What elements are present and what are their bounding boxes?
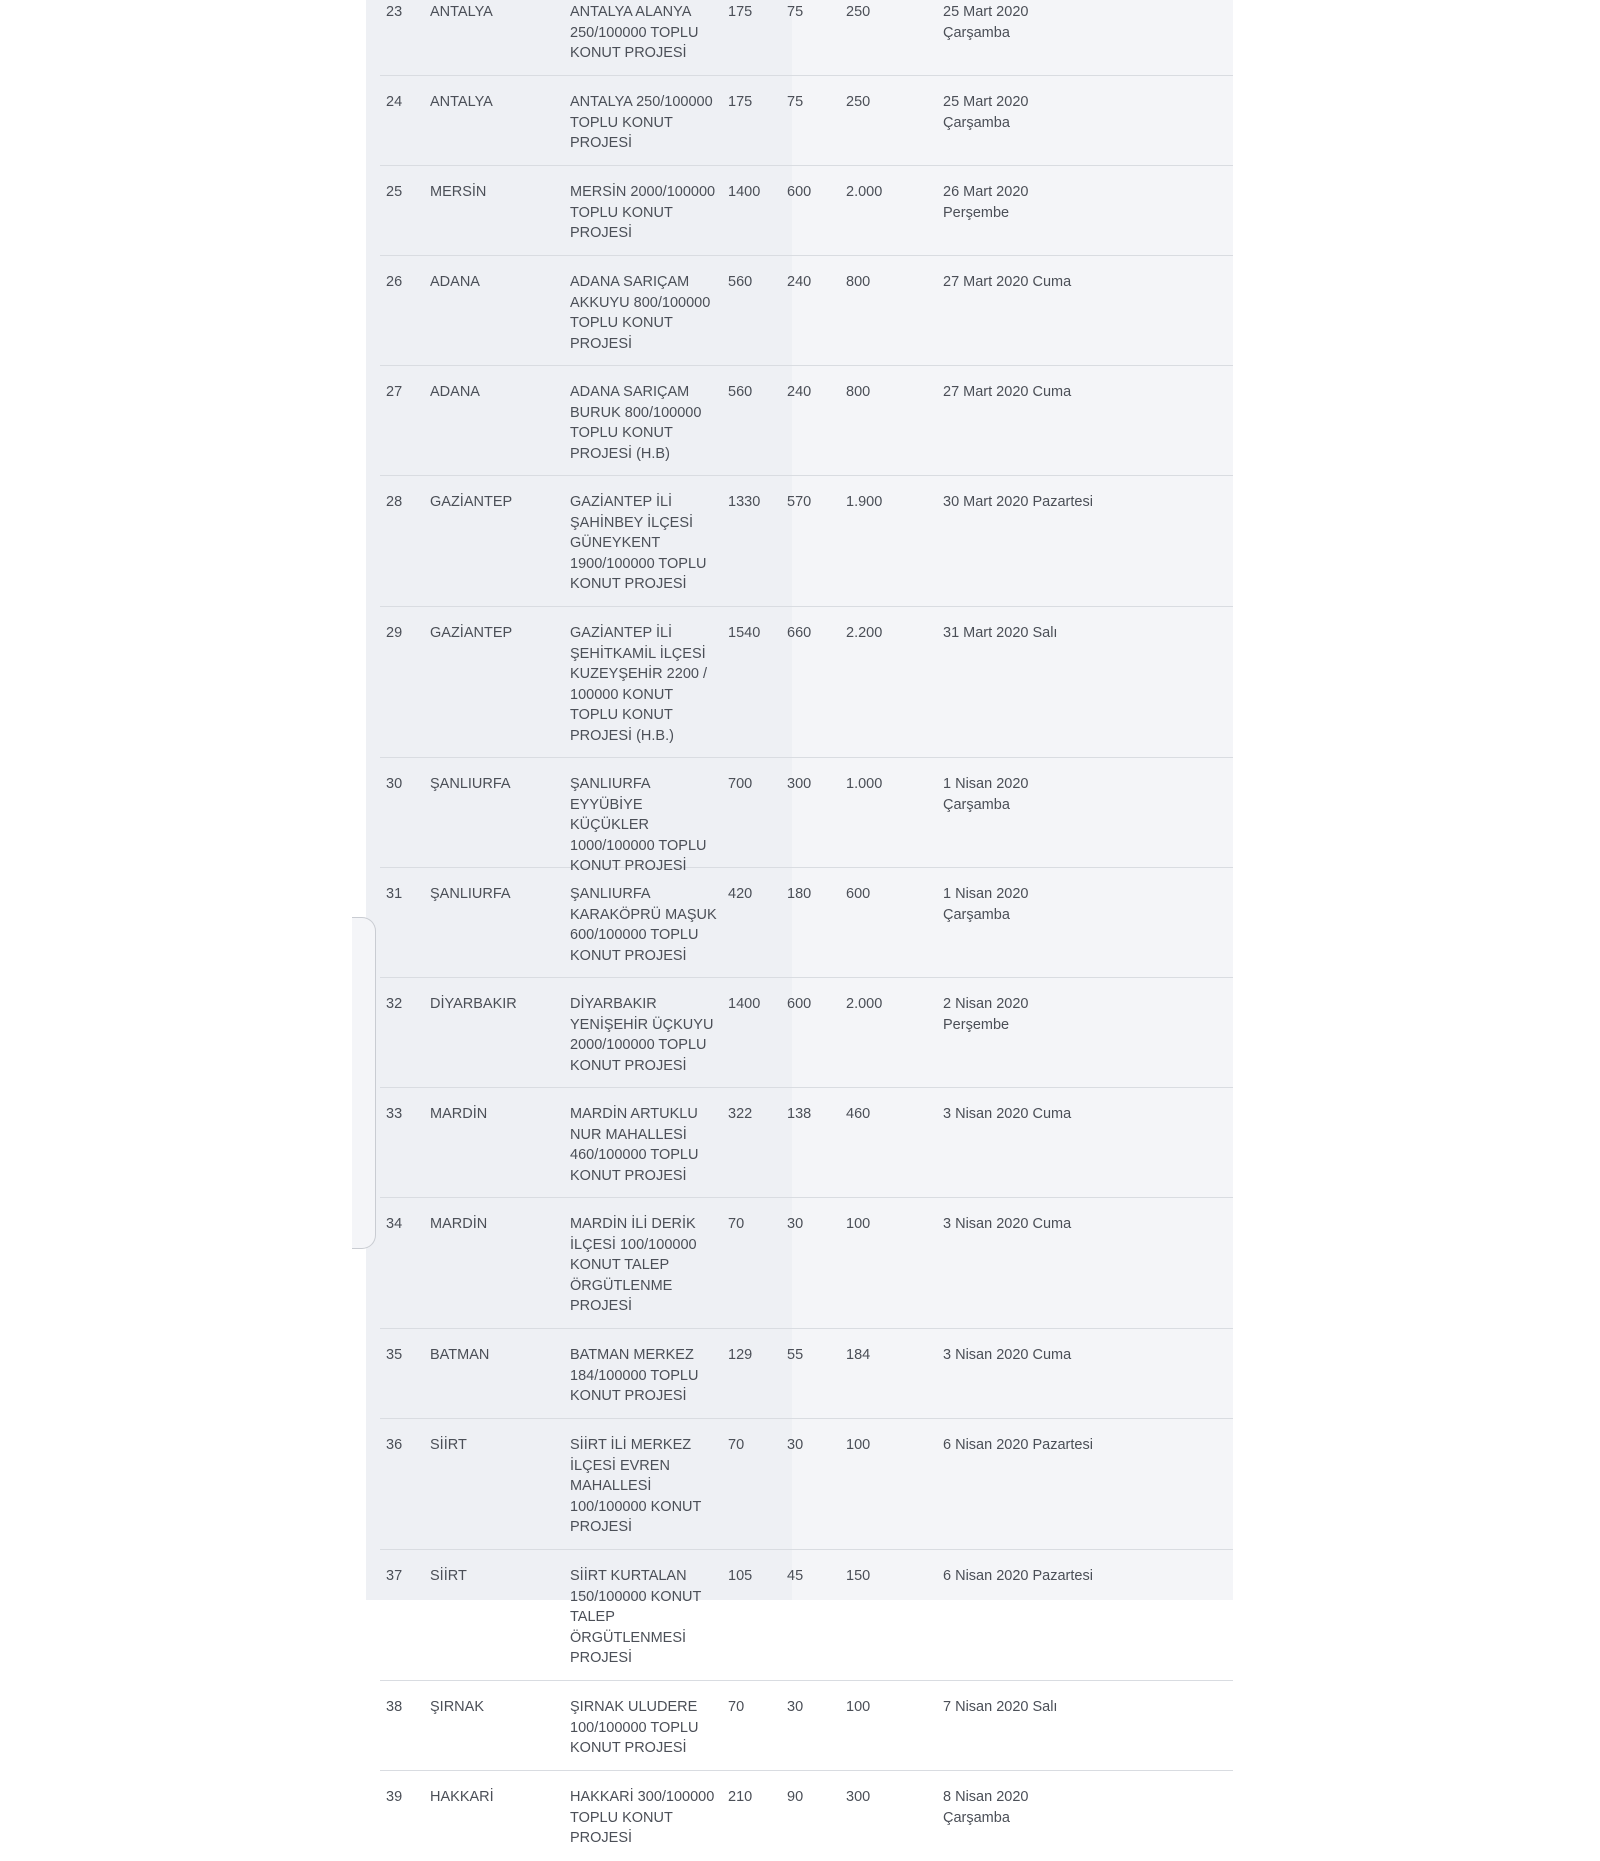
date-cell: 25 Mart 2020 Çarşamba	[943, 94, 1029, 131]
row-number: 30	[386, 776, 403, 792]
city-cell: ADANA	[430, 274, 480, 290]
table-row	[380, 868, 1233, 978]
total-cell: 100	[846, 1437, 871, 1453]
total-cell: 250	[846, 4, 871, 20]
value-b-cell: 55	[787, 1347, 804, 1363]
date-cell: 30 Mart 2020 Pazartesi	[943, 494, 1093, 510]
value-b-cell: 240	[787, 384, 812, 400]
city-cell: GAZİANTEP	[430, 625, 513, 641]
project-cell: SİİRT İLİ MERKEZ İLÇESİ EVREN MAHALLESİ 100/100000 KONUT PROJESİ	[570, 1437, 702, 1535]
city-cell: ANTALYA	[430, 94, 493, 110]
table-row	[380, 978, 1233, 1088]
date-cell: 3 Nisan 2020 Cuma	[943, 1106, 1072, 1122]
date-cell: 27 Mart 2020 Cuma	[943, 274, 1072, 290]
date-cell: 27 Mart 2020 Cuma	[943, 384, 1072, 400]
total-cell: 100	[846, 1216, 871, 1232]
row-number: 36	[386, 1437, 403, 1453]
project-cell: ADANA SARIÇAM BURUK 800/100000 TOPLU KONUT PROJESİ (H.B)	[570, 384, 702, 462]
value-b-cell: 240	[787, 274, 812, 290]
project-cell: ŞIRNAK ULUDERE 100/100000 TOPLU KONUT PROJESİ	[570, 1699, 699, 1756]
total-cell: 800	[846, 384, 871, 400]
row-number: 27	[386, 384, 403, 400]
city-cell: MARDİN	[430, 1216, 488, 1232]
row-number: 38	[386, 1699, 403, 1715]
city-cell: SİİRT	[430, 1437, 467, 1453]
total-cell: 300	[846, 1789, 871, 1805]
table-panel	[366, 0, 1233, 1846]
row-number: 33	[386, 1106, 403, 1122]
city-cell: ŞANLIURFA	[430, 886, 511, 902]
project-cell: ŞANLIURFA EYYÜBİYE KÜÇÜKLER 1000/100000 TOPLU KONUT PROJESİ	[570, 776, 707, 874]
project-cell: HAKKARİ 300/100000 TOPLU KONUT PROJESİ	[570, 1789, 715, 1846]
table-row	[380, 1771, 1233, 1861]
value-a-cell: 70	[728, 1216, 745, 1232]
date-cell: 25 Mart 2020 Çarşamba	[943, 4, 1029, 41]
date-cell: 26 Mart 2020 Perşembe	[943, 184, 1029, 221]
date-cell: 3 Nisan 2020 Cuma	[943, 1347, 1072, 1363]
project-cell: MARDİN ARTUKLU NUR MAHALLESİ 460/100000 TOPLU KONUT PROJESİ	[570, 1106, 699, 1184]
project-cell: ADANA SARIÇAM AKKUYU 800/100000 TOPLU KONUT PROJESİ	[570, 274, 711, 352]
row-number: 32	[386, 996, 403, 1012]
table-row	[380, 0, 1233, 76]
city-cell: SİİRT	[430, 1568, 467, 1584]
row-number: 35	[386, 1347, 403, 1363]
date-cell: 31 Mart 2020 Salı	[943, 625, 1058, 641]
row-number: 37	[386, 1568, 403, 1584]
table-row	[380, 1550, 1233, 1681]
value-b-cell: 45	[787, 1568, 804, 1584]
row-number: 25	[386, 184, 403, 200]
value-b-cell: 600	[787, 996, 812, 1012]
row-number: 24	[386, 94, 403, 110]
value-b-cell: 30	[787, 1699, 804, 1715]
city-cell: GAZİANTEP	[430, 494, 513, 510]
value-b-cell: 180	[787, 886, 812, 902]
value-b-cell: 570	[787, 494, 812, 510]
total-cell: 800	[846, 274, 871, 290]
value-b-cell: 660	[787, 625, 812, 641]
value-b-cell: 75	[787, 94, 804, 110]
value-b-cell: 30	[787, 1216, 804, 1232]
value-b-cell: 138	[787, 1106, 812, 1122]
table-row	[380, 758, 1233, 874]
value-a-cell: 700	[728, 776, 753, 792]
value-a-cell: 1540	[728, 625, 761, 641]
table-row	[380, 1419, 1233, 1550]
value-a-cell: 175	[728, 94, 753, 110]
city-cell: MERSİN	[430, 184, 487, 200]
value-a-cell: 420	[728, 886, 753, 902]
total-cell: 2.000	[846, 184, 883, 200]
total-cell: 1.900	[846, 494, 883, 510]
value-b-cell: 300	[787, 776, 812, 792]
city-cell: MARDİN	[430, 1106, 488, 1122]
value-a-cell: 175	[728, 4, 753, 20]
project-cell: MERSİN 2000/100000 TOPLU KONUT PROJESİ	[570, 184, 716, 241]
table-row	[380, 607, 1233, 758]
city-cell: ŞIRNAK	[430, 1699, 484, 1715]
row-number: 28	[386, 494, 403, 510]
table-row	[380, 1198, 1233, 1329]
value-a-cell: 1330	[728, 494, 761, 510]
table-row	[380, 256, 1233, 366]
value-b-cell: 30	[787, 1437, 804, 1453]
city-cell: BATMAN	[430, 1347, 490, 1363]
date-cell: 8 Nisan 2020 Çarşamba	[943, 1789, 1029, 1826]
total-cell: 2.200	[846, 625, 883, 641]
value-a-cell: 105	[728, 1568, 753, 1584]
value-a-cell: 560	[728, 384, 753, 400]
city-cell: ANTALYA	[430, 4, 493, 20]
value-a-cell: 322	[728, 1106, 753, 1122]
total-cell: 150	[846, 1568, 871, 1584]
side-drawer-handle[interactable]	[352, 917, 376, 1249]
total-cell: 100	[846, 1699, 871, 1715]
date-cell: 6 Nisan 2020 Pazartesi	[943, 1568, 1093, 1584]
row-number: 39	[386, 1789, 403, 1805]
table-row	[380, 166, 1233, 256]
table-row	[380, 1681, 1233, 1771]
row-number: 26	[386, 274, 403, 290]
date-cell: 3 Nisan 2020 Cuma	[943, 1216, 1072, 1232]
value-b-cell: 90	[787, 1789, 804, 1805]
row-number: 34	[386, 1216, 403, 1232]
value-a-cell: 129	[728, 1347, 753, 1363]
date-cell: 7 Nisan 2020 Salı	[943, 1699, 1058, 1715]
table-row	[380, 1088, 1233, 1198]
city-cell: ADANA	[430, 384, 480, 400]
project-cell: DİYARBAKIR YENİŞEHİR ÜÇKUYU 2000/100000 TOPLU KONUT PROJESİ	[570, 996, 714, 1074]
date-cell: 1 Nisan 2020 Çarşamba	[943, 776, 1029, 813]
project-cell: ANTALYA 250/100000 TOPLU KONUT PROJESİ	[570, 94, 713, 151]
project-cell: GAZİANTEP İLİ ŞAHİNBEY İLÇESİ GÜNEYKENT 1900/100000 TOPLU KONUT PROJESİ	[570, 494, 707, 592]
value-b-cell: 75	[787, 4, 804, 20]
value-a-cell: 210	[728, 1789, 753, 1805]
city-cell: HAKKARİ	[430, 1789, 494, 1805]
project-cell: ŞANLIURFA KARAKÖPRÜ MAŞUK 600/100000 TOPLU KONUT PROJESİ	[570, 886, 717, 964]
date-cell: 1 Nisan 2020 Çarşamba	[943, 886, 1029, 923]
value-a-cell: 1400	[728, 996, 761, 1012]
table-row	[380, 1329, 1233, 1419]
project-cell: SİİRT KURTALAN 150/100000 KONUT TALEP ÖRGÜTLENMESİ PROJESİ	[570, 1568, 702, 1666]
row-number: 29	[386, 625, 403, 641]
table-row	[380, 366, 1233, 476]
project-cell: BATMAN MERKEZ 184/100000 TOPLU KONUT PROJESİ	[570, 1347, 699, 1404]
date-cell: 2 Nisan 2020 Perşembe	[943, 996, 1029, 1033]
value-a-cell: 70	[728, 1437, 745, 1453]
total-cell: 184	[846, 1347, 871, 1363]
table-body	[380, 0, 1233, 1861]
value-a-cell: 1400	[728, 184, 761, 200]
total-cell: 460	[846, 1106, 871, 1122]
date-cell: 6 Nisan 2020 Pazartesi	[943, 1437, 1093, 1453]
total-cell: 2.000	[846, 996, 883, 1012]
table-row	[380, 76, 1233, 166]
total-cell: 250	[846, 94, 871, 110]
value-b-cell: 600	[787, 184, 812, 200]
total-cell: 600	[846, 886, 871, 902]
project-cell: ANTALYA ALANYA 250/100000 TOPLU KONUT PROJESİ	[570, 4, 699, 61]
value-a-cell: 70	[728, 1699, 745, 1715]
project-cell: MARDİN İLİ DERİK İLÇESİ 100/100000 KONUT TALEP ÖRGÜTLENME PROJESİ	[570, 1216, 697, 1314]
total-cell: 1.000	[846, 776, 883, 792]
value-a-cell: 560	[728, 274, 753, 290]
city-cell: ŞANLIURFA	[430, 776, 511, 792]
table-row	[380, 476, 1233, 607]
row-number: 31	[386, 886, 403, 902]
city-cell: DİYARBAKIR	[430, 996, 517, 1012]
project-cell: GAZİANTEP İLİ ŞEHİTKAMİL İLÇESİ KUZEYŞEHİR 2200 / 100000 KONUT TOPLU KONUT PROJESİ (H.B.)	[570, 625, 707, 744]
row-number: 23	[386, 4, 403, 20]
